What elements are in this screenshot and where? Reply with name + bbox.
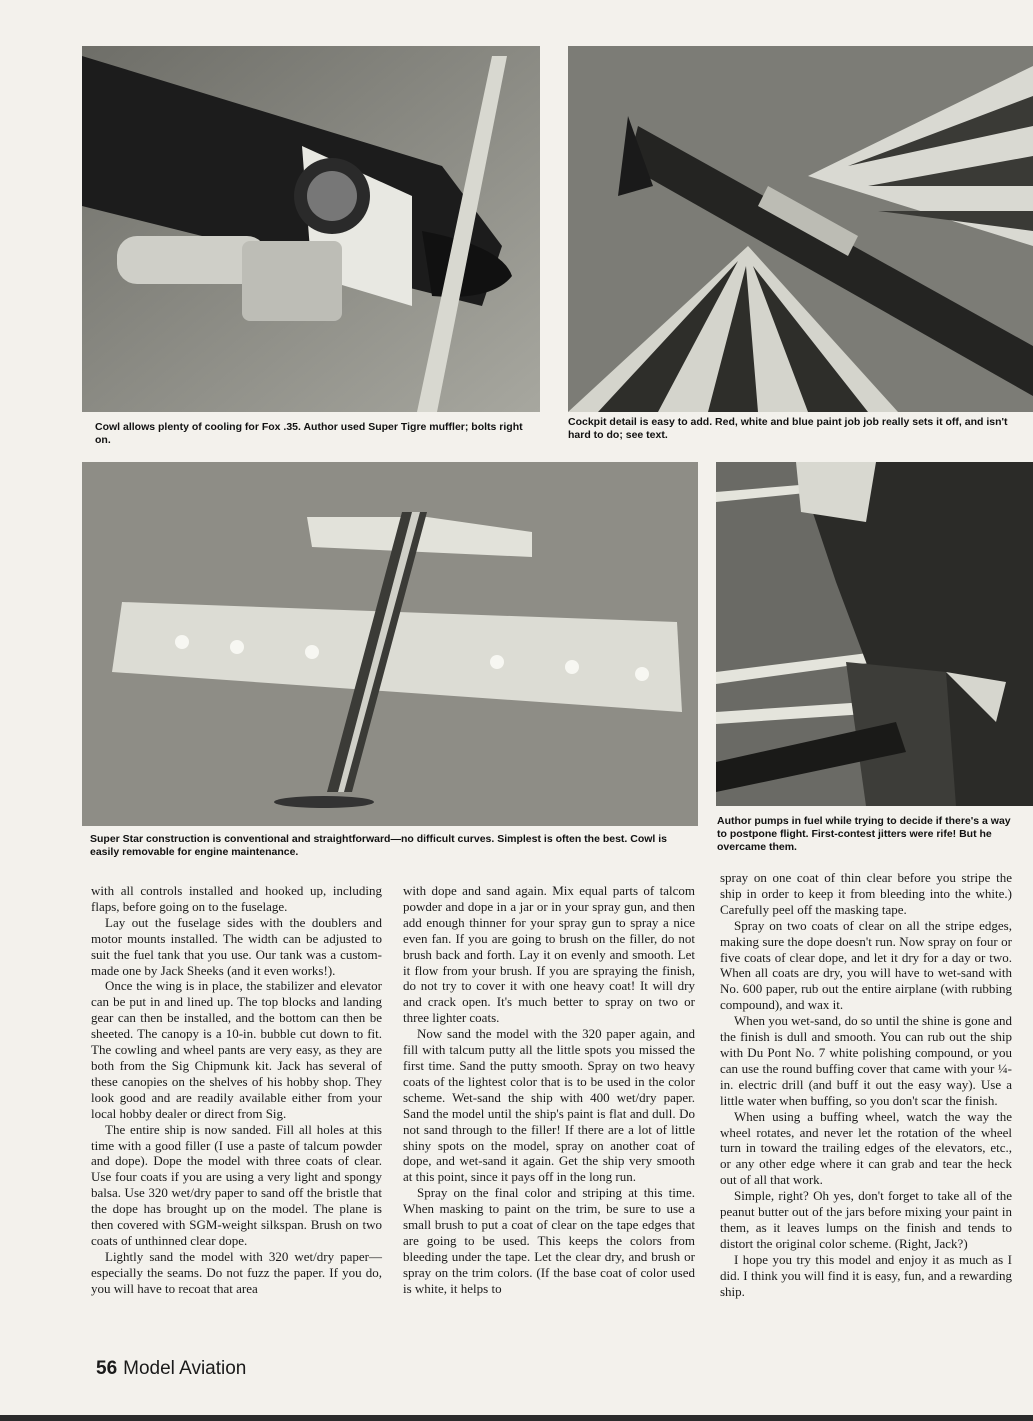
paragraph: Once the wing is in place, the stabilizer and elevator can be put in and lined up. The top blocks and landing gear can then be installed, and the bottom can then be sheeted. The canopy is a 10-in. bubble cut down to fit. The cowling and wheel pants are very easy, as they are both from the Sig Chipmunk kit. Jack has several of these canopies on the shelves of his hobby shop. They look good and are readily available either from your local hobby dealer or direct from Sig. <box>91 978 382 1121</box>
photo-cowl-engine <box>82 46 540 412</box>
paragraph: When you wet-sand, do so until the shine is gone and the finish is dull and smooth. You can rub out the ship with Du Pont No. 7 white polishing compound, or you can use the round buffing cover that came with your ¼-in. electric drill (and buff it out the easy way). Use a little water when buffing, so you don't scar the finish. <box>720 1013 1012 1108</box>
page-folio <box>96 1358 246 1380</box>
photo-cockpit-detail <box>568 46 1033 412</box>
paragraph: Simple, right? Oh yes, don't forget to take all of the peanut butter out of the jars before mixing your paint in them, as it leaves lumps on the finish and tends to distort the original color scheme. (Right, Jack?) <box>720 1188 1012 1251</box>
paragraph: Lightly sand the model with 320 wet/dry paper—especially the seams. Do not fuzz the paper. If you do, you will have to recoat that area <box>91 1248 382 1296</box>
paragraph: Spray on two coats of clear on all the stripe edges, making sure the dope doesn't run. Now spray on four or five coats of clear dope, and let it dry for a day or two. When all coats are dry, you will have to wet-sand with No. 600 paper, rub out the entire airplane (with rubbing compound), and wax it. <box>720 917 1012 1013</box>
paragraph: I hope you try this model and enjoy it as much as I did. I think you will find it is easy, fun, and a rewarding ship. <box>720 1251 1012 1299</box>
paragraph: Lay out the fuselage sides with the doublers and motor mounts installed. The width can be adjusted to suit the fuel tank that you use. Our tank was a custom-made one by Jack Sheeks (and it even works!). <box>91 914 382 978</box>
paragraph: with all controls installed and hooked up, including flaps, before going on to the fuselage. <box>91 883 382 914</box>
article-column-3 <box>720 870 1012 1299</box>
paragraph: The entire ship is now sanded. Fill all holes at this time with a good filler (I use a paste of talcum powder and dope). Dope the model with three coats of clear. Use four coats if you are using a very light and spongy balsa. Use 320 wet/dry paper to sand off the bristle that the dope has brought up on the model. The plane is then covered with SGM-weight silkspan. Brush on two coats of unthinned clear dope. <box>91 1121 382 1248</box>
caption-fuel: Author pumps in fuel while trying to decide if there's a way to postpone flight. First-contest jitters were rife! But he overcame them. <box>717 815 1011 853</box>
paragraph: spray on one coat of thin clear before you stripe the ship in order to keep it from bleeding into the white.) Carefully peel off the masking tape. <box>720 870 1012 917</box>
caption-cockpit: Cockpit detail is easy to add. Red, white and blue paint job job really sets it off, and isn't hard to do; see text. <box>568 416 1008 441</box>
page-number: 56 <box>96 1358 118 1379</box>
photo-super-star-model <box>82 462 698 826</box>
caption-cowl: Cowl allows plenty of cooling for Fox .35. Author used Super Tigre muffler; bolts right on. <box>95 421 523 446</box>
photo-author-fueling <box>716 462 1033 806</box>
paragraph: with dope and sand again. Mix equal parts of talcom powder and dope in a jar or in your spray gun, and then add enough thinner for your spray gun to spray a nice even fan. If you are going to brush on the filler, do not brush back and forth. Lay it on evenly and smooth. Let it flow from your brush. If you are spraying the finish, do not try to cover it with one heavy coat! It will dry and crack open. It's much better to spray on two or three lighter coats. <box>403 883 695 1026</box>
article-column-1 <box>91 883 382 1297</box>
magazine-name: Model Aviation <box>123 1358 247 1379</box>
article-column-2 <box>403 883 695 1297</box>
caption-super-star: Super Star construction is conventional and straightforward—no difficult curves. Simplest is often the best. Cowl is easily removable for engine maintenance. <box>90 833 668 858</box>
paragraph: When using a buffing wheel, watch the way the wheel rotates, and never let the rotation of the wheel turn in toward the trailing edges of the elevators, etc., or any other edge where it can grab and tear the heck out of all that work. <box>720 1108 1012 1188</box>
paragraph: Now sand the model with the 320 paper again, and fill with talcum putty all the little spots you missed the first time. Sand the putty smooth. Spray on two heavy coats of the lightest color that is to be used in the color scheme. Wet-sand the ship with 400 wet/dry paper. Sand the model until the ship's paint is flat and dull. Do not sand through to the filler! If there are a lot of little shiny spots on the model, spray on another coat of dope, and wet-sand it again. Get the ship very smooth at this point, since it pays off in the long run. <box>403 1026 695 1185</box>
paragraph: Spray on the final color and striping at this time. When masking to paint on the trim, be sure to use a small brush to put a coat of clear on the tape edges that are going to be used. This keeps the colors from bleeding under the tape. Let the clear dry, and brush or spray on the trim colors. (If the base coat of color used is white, it helps to <box>403 1185 695 1296</box>
